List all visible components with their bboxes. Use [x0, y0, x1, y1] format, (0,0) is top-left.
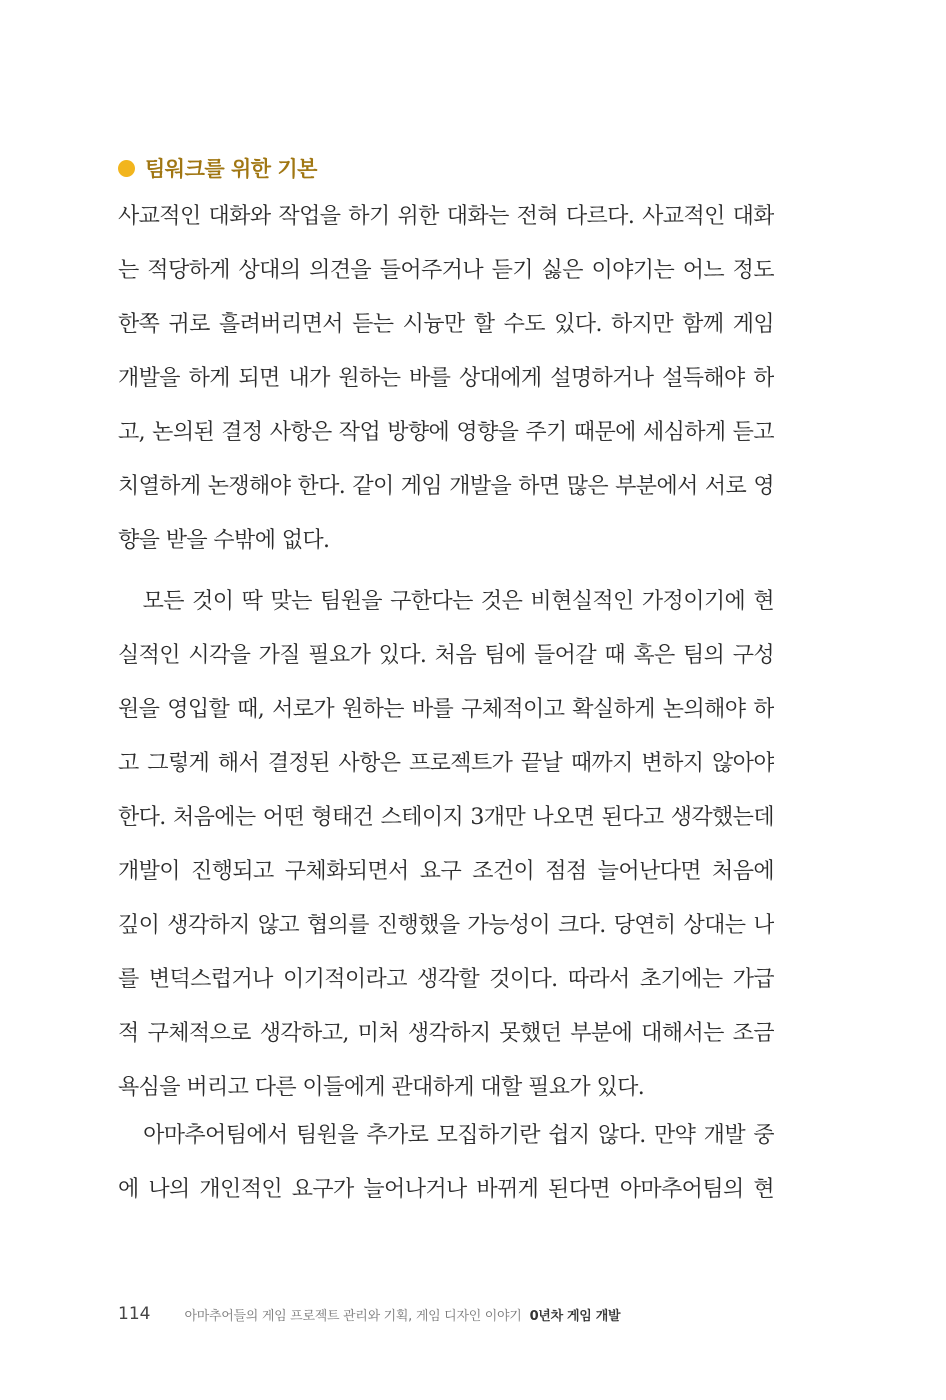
paragraph-line: 한쪽 귀로 흘려버리면서 듣는 시늉만 할 수도 있다. 하지만 함께 게임: [118, 312, 774, 337]
book-title: 아마추어들의 게임 프로젝트 관리와 기획, 게임 디자인 이야기: [184, 1308, 522, 1324]
paragraph-line: 욕심을 버리고 다른 이들에게 관대하게 대할 필요가 있다.: [118, 1075, 645, 1100]
page-number: 114: [118, 1304, 151, 1324]
paragraph-2: [118, 575, 774, 1115]
paragraph-line: 사교적인 대화와 작업을 하기 위한 대화는 전혀 다르다. 사교적인 대화: [118, 204, 774, 229]
paragraph-line: 아마추어팀에서 팀원을 추가로 모집하기란 쉽지 않다. 만약 개발 중: [118, 1123, 774, 1148]
paragraph-line: 치열하게 논쟁해야 한다. 같이 게임 개발을 하면 많은 부분에서 서로 영: [118, 474, 774, 499]
paragraph-line: 개발이 진행되고 구체화되면서 요구 조건이 점점 늘어난다면 처음에: [118, 859, 774, 884]
bullet-circle-icon: [118, 160, 135, 177]
paragraph-line: 깊이 생각하지 않고 협의를 진행했을 가능성이 크다. 당연히 상대는 나: [118, 913, 774, 938]
paragraph-line: 한다. 처음에는 어떤 형태건 스테이지 3개만 나오면 된다고 생각했는데: [118, 805, 774, 830]
paragraph-line: 고, 논의된 결정 사항은 작업 방향에 영향을 주기 때문에 세심하게 듣고: [118, 420, 774, 445]
paragraph-1: [118, 190, 774, 568]
paragraph-line: 를 변덕스럽거나 이기적이라고 생각할 것이다. 따라서 초기에는 가급: [118, 967, 774, 992]
paragraph-3: [118, 1109, 774, 1217]
paragraph-line: 실적인 시각을 가질 필요가 있다. 처음 팀에 들어갈 때 혹은 팀의 구성: [118, 643, 774, 668]
section-heading-text: 팀워크를 위한 기본: [145, 157, 317, 181]
paragraph-line: 고 그렇게 해서 결정된 사항은 프로젝트가 끝날 때까지 변하지 않아야: [118, 751, 774, 776]
paragraph-line: 개발을 하게 되면 내가 원하는 바를 상대에게 설명하거나 설득해야 하: [118, 366, 774, 391]
paragraph-line: 에 나의 개인적인 요구가 늘어나거나 바뀌게 된다면 아마추어팀의 현: [118, 1177, 774, 1202]
paragraph-line: 적 구체적으로 생각하고, 미처 생각하지 못했던 부분에 대해서는 조금: [118, 1021, 774, 1046]
section-heading: [118, 150, 317, 186]
paragraph-line: 는 적당하게 상대의 의견을 들어주거나 듣기 싫은 이야기는 어느 정도: [118, 258, 774, 283]
page-footer: [118, 1300, 620, 1328]
paragraph-line: 향을 받을 수밖에 없다.: [118, 528, 330, 553]
paragraph-line: 모든 것이 딱 맞는 팀원을 구한다는 것은 비현실적인 가정이기에 현: [118, 589, 774, 614]
paragraph-line: 원을 영입할 때, 서로가 원하는 바를 구체적이고 확실하게 논의해야 하: [118, 697, 774, 722]
book-subtitle: 0년차 게임 개발: [529, 1308, 621, 1324]
